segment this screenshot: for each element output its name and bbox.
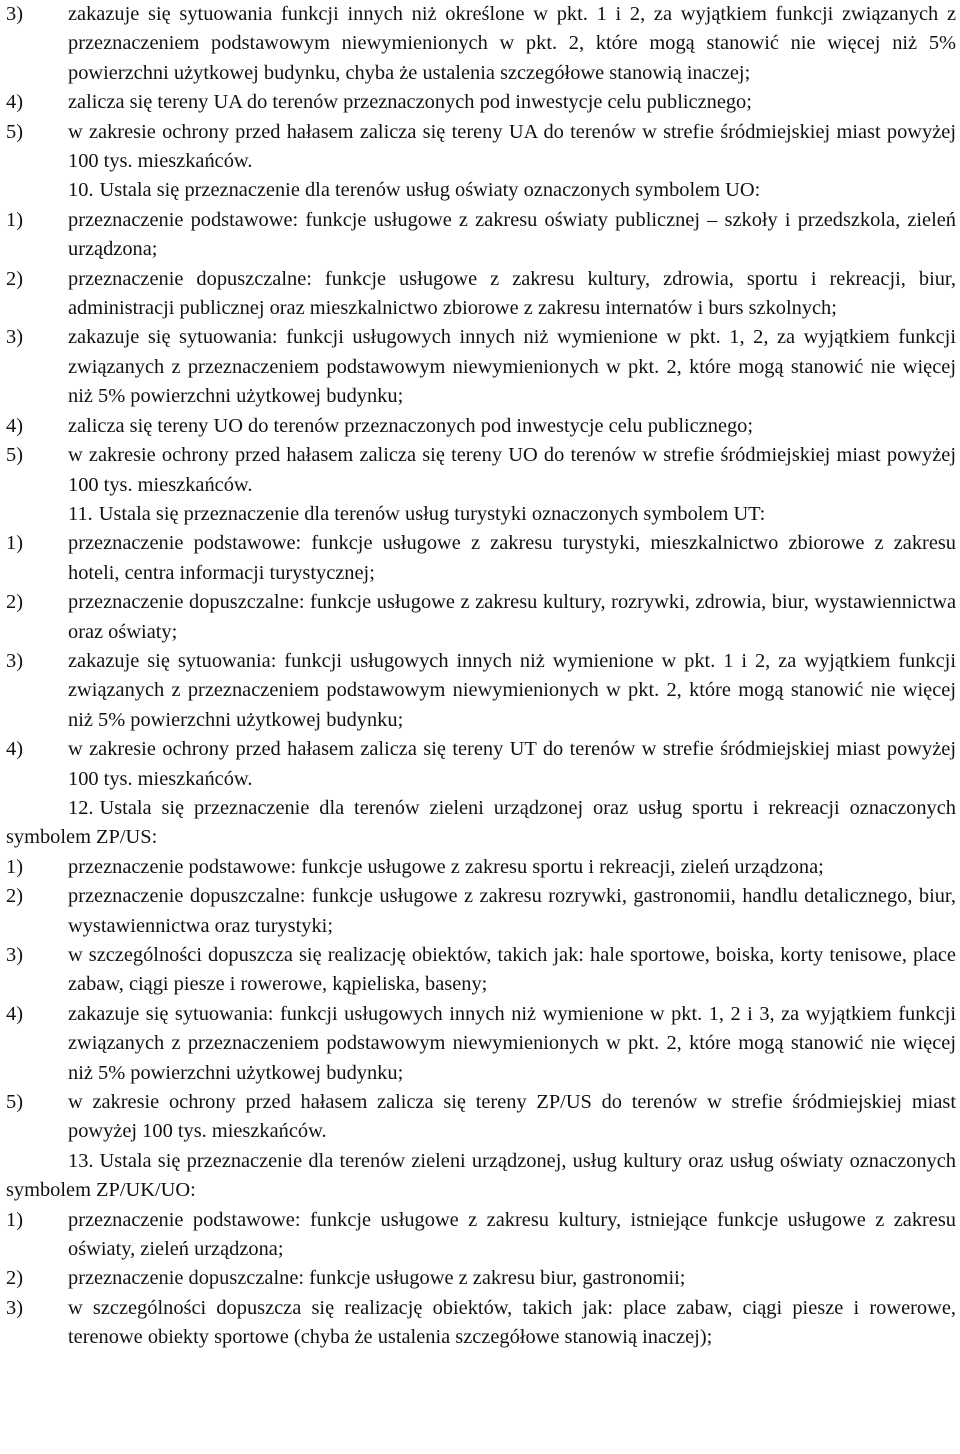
list-item-number: 2) [6, 267, 23, 290]
section-paragraph [6, 794, 956, 853]
list-item-number: 1) [6, 208, 23, 231]
section-paragraph [6, 176, 956, 205]
list-item-text: zalicza się tereny UA do terenów przeznaczonych pod inwestycje celu publicznego; [68, 91, 752, 114]
list-item [6, 941, 956, 1000]
section-number: 13. [68, 1149, 94, 1172]
list-item [6, 1264, 956, 1293]
list-item-text: zakazuje się sytuowania funkcji innych niż określone w pkt. 1 i 2, za wyjątkiem funkcji związanych z przeznaczeniem podstawowym niewymienionych w pkt. 2, które mogą stanowić nie więcej niż 5% powierzchni użytkowej budynku, chyba że ustalenia szczegółowe stanowią inaczej; [68, 3, 956, 84]
list-item [6, 441, 956, 500]
list-item-number: 4) [6, 91, 23, 114]
list-item-text: w zakresie ochrony przed hałasem zalicza się tereny UA do terenów w strefie śródmiejskiej miast powyżej 100 tys. mieszkańców. [68, 120, 956, 173]
list-item [6, 118, 956, 177]
section-number: 10. [68, 179, 94, 202]
section-number: 11. [68, 502, 93, 525]
list-item-text: w zakresie ochrony przed hałasem zalicza się tereny UO do terenów w strefie śródmiejskiej miast powyżej 100 tys. mieszkańców. [68, 444, 956, 496]
list-item-number: 4) [6, 738, 23, 761]
list-item-number: 3) [6, 326, 23, 349]
list-item-number: 2) [6, 1267, 23, 1290]
list-item-text: w szczególności dopuszcza się realizację obiektów, takich jak: place zabaw, ciągi piesze i rowerowe, terenowe obiekty sportowe (chyba że ustalenia szczegółowe stanowią inaczej); [68, 1296, 956, 1349]
list-item [6, 1206, 956, 1265]
list-item-number: 2) [6, 591, 23, 614]
list-item-text: przeznaczenie podstawowe: funkcje usługowe z zakresu oświaty publicznej – szkoły i przedszkola, zieleń urządzona; [68, 208, 956, 261]
section-text: Ustala się przeznaczenie dla terenów zieleni urządzonej oraz usług sportu i rekreacji oznaczonych symbolem ZP/US: [6, 796, 956, 849]
list-item-text: przeznaczenie dopuszczalne: funkcje usługowe z zakresu rozrywki, gastronomii, handlu detalicznego, biur, wystawiennictwa oraz turystyki; [68, 885, 956, 937]
list-item [6, 647, 956, 735]
list-item-number: 5) [6, 1091, 23, 1114]
list-item-text: zakazuje się sytuowania: funkcji usługowych innych niż wymienione w pkt. 1, 2, za wyjątkiem funkcji związanych z przeznaczeniem podstawowym niewymienionych w pkt. 2, które mogą stanowić nie więcej niż 5% powierzchni użytkowej budynku; [68, 326, 956, 408]
list-item [6, 323, 956, 411]
list-item-text: przeznaczenie podstawowe: funkcje usługowe z zakresu kultury, istniejące funkcje usługowe z zakresu oświaty, zieleń urządzona; [68, 1208, 956, 1261]
section-text: Ustala się przeznaczenie dla terenów zieleni urządzonej, usług kultury oraz usług oświaty oznaczonych symbolem ZP/UK/UO: [6, 1149, 956, 1202]
list-item-number: 5) [6, 444, 23, 467]
list-item-text: przeznaczenie dopuszczalne: funkcje usługowe z zakresu kultury, rozrywki, zdrowia, biur, wystawiennictwa oraz oświaty; [68, 591, 956, 643]
list-item [6, 1088, 956, 1147]
list-item [6, 882, 956, 941]
list-item-number: 2) [6, 885, 23, 908]
list-item-number: 3) [6, 944, 23, 966]
list-item-text: w zakresie ochrony przed hałasem zalicza się tereny ZP/US do terenów w strefie śródmiejskiej miast powyżej 100 tys. mieszkańców. [68, 1091, 956, 1143]
list-item-text: w szczególności dopuszcza się realizację obiektów, takich jak: hale sportowe, boiska, korty tenisowe, place zabaw, ciągi piesze i rowerowe, kąpieliska, baseny; [68, 944, 956, 996]
list-item [6, 529, 956, 588]
list-item [6, 412, 956, 441]
list-item [6, 0, 956, 88]
section-number: 12. [68, 796, 94, 819]
list-item [6, 735, 956, 794]
list-item-text: w zakresie ochrony przed hałasem zalicza się tereny UT do terenów w strefie śródmiejskiej miast powyżej 100 tys. mieszkańców. [68, 738, 956, 790]
list-item-text: przeznaczenie dopuszczalne: funkcje usługowe z zakresu biur, gastronomii; [68, 1267, 686, 1290]
list-item [6, 206, 956, 265]
list-item-number: 3) [6, 1296, 23, 1319]
list-item-number: 1) [6, 1208, 23, 1231]
list-item [6, 88, 956, 117]
list-item-text: przeznaczenie podstawowe: funkcje usługowe z zakresu turystyki, mieszkalnictwo zbiorowe z zakresu hoteli, centra informacji turystycznej; [68, 532, 956, 584]
list-item [6, 1000, 956, 1088]
section-text: Ustala się przeznaczenie dla terenów usług turystyki oznaczonych symbolem UT: [98, 502, 766, 525]
section-paragraph [6, 500, 956, 529]
list-item-text: zakazuje się sytuowania: funkcji usługowych innych niż wymienione w pkt. 1 i 2, za wyjątkiem funkcji związanych z przeznaczeniem podstawowym niewymienionych w pkt. 2, które mogą stanowić nie więcej niż 5% powierzchni użytkowej budynku; [68, 649, 956, 731]
section-text: Ustala się przeznaczenie dla terenów usług oświaty oznaczonych symbolem UO: [99, 179, 761, 202]
list-item-number: 1) [6, 532, 23, 555]
list-item [6, 588, 956, 647]
list-item-text: zalicza się tereny UO do terenów przeznaczonych pod inwestycje celu publicznego; [68, 414, 754, 437]
section-paragraph [6, 1147, 956, 1206]
list-item-number: 1) [6, 855, 23, 878]
list-item [6, 1294, 956, 1353]
list-item-number: 5) [6, 120, 23, 143]
list-item-text: przeznaczenie dopuszczalne: funkcje usługowe z zakresu kultury, zdrowia, sportu i rekreacji, biur, administracji publicznej oraz mieszkalnictwo zbiorowe z zakresu internatów i burs szkolnych; [68, 267, 956, 320]
list-item-text: zakazuje się sytuowania: funkcji usługowych innych niż wymienione w pkt. 1, 2 i 3, za wyjątkiem funkcji związanych z przeznaczeniem podstawowym niewymienionych w pkt. 2, które mogą stanowić nie więcej niż 5% powierzchni użytkowej budynku; [68, 1002, 956, 1084]
list-item [6, 265, 956, 324]
list-item-number: 4) [6, 414, 23, 437]
list-item-number: 3) [6, 3, 23, 25]
list-item-text: przeznaczenie podstawowe: funkcje usługowe z zakresu sportu i rekreacji, zieleń urządzona; [68, 855, 824, 878]
list-item-number: 4) [6, 1002, 23, 1025]
list-item [6, 853, 956, 882]
list-item-number: 3) [6, 649, 23, 672]
